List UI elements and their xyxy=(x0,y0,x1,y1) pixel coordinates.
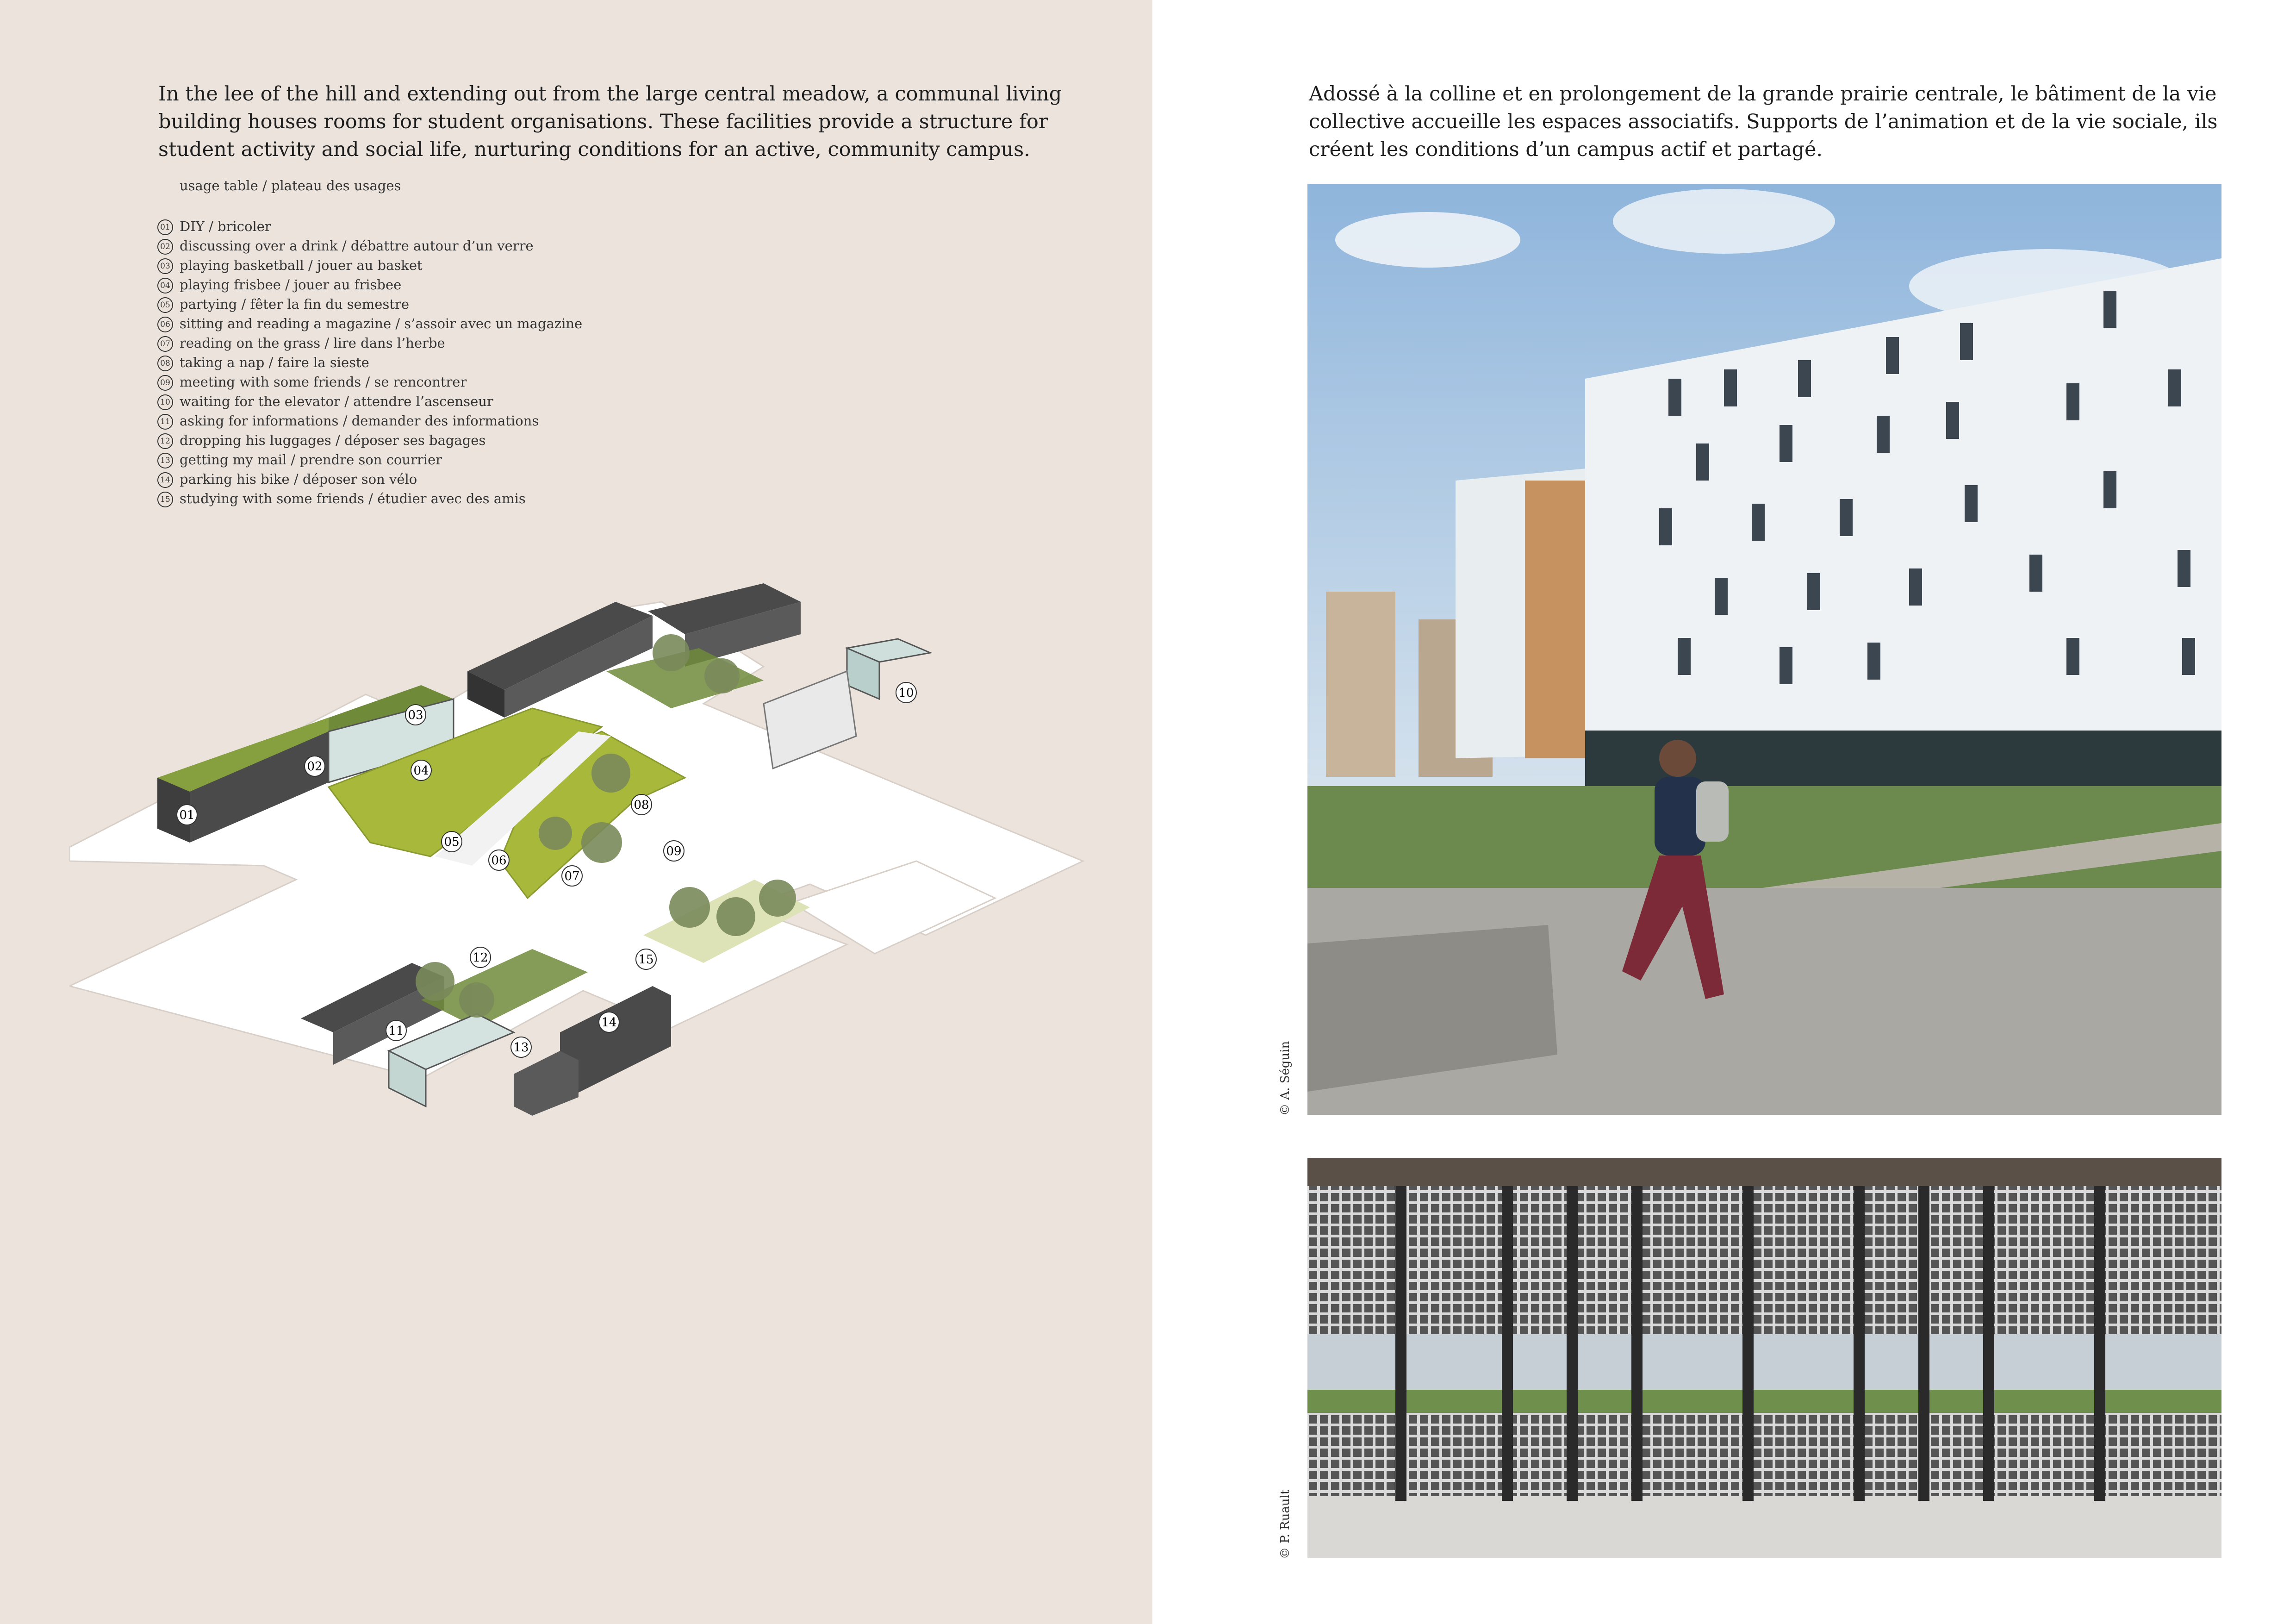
usage-label: reading on the grass / lire dans l’herbe xyxy=(180,335,445,351)
usage-label: playing basketball / jouer au basket xyxy=(180,257,423,273)
outside-lawn xyxy=(1307,1390,2221,1413)
intro-text-fr: Adossé à la colline et en prolongement de la grande prairie centrale, le bâtiment de la vie collective accueille les espaces associatifs. Supports de l’animation et de la vie sociale, ils créent les conditions d’un campus actif et partagé. xyxy=(1309,82,2218,161)
usage-number: 14 xyxy=(157,472,173,488)
usage-number: 11 xyxy=(157,414,173,430)
usage-number: 05 xyxy=(157,297,173,313)
panel-band-top xyxy=(1307,1186,2221,1334)
usage-item xyxy=(157,217,582,236)
marker-14 xyxy=(599,1012,619,1032)
panel-band-bottom xyxy=(1307,1413,2221,1496)
marker-label: 08 xyxy=(634,798,649,812)
usage-item xyxy=(157,256,582,275)
marker-label: 02 xyxy=(307,760,323,774)
usage-item xyxy=(157,333,582,353)
usage-label: asking for informations / demander des informations xyxy=(180,413,539,429)
usage-item xyxy=(157,411,582,431)
marker-11 xyxy=(386,1020,406,1041)
marker-label: 11 xyxy=(388,1024,404,1038)
marker-label: 15 xyxy=(638,953,654,967)
colonnade-block xyxy=(764,671,856,768)
diagram-caption: usage table / plateau des usages xyxy=(180,178,401,194)
marker-06 xyxy=(489,850,509,870)
usage-number: 03 xyxy=(157,258,173,274)
photo-credit-2: © P. Ruault xyxy=(1278,1489,1292,1559)
usage-number: 04 xyxy=(157,278,173,294)
photo-residence-facade xyxy=(1307,184,2221,1115)
marker-label: 05 xyxy=(444,835,460,849)
usage-number: 07 xyxy=(157,336,173,352)
usage-number: 01 xyxy=(157,219,173,235)
marker-label: 01 xyxy=(179,808,195,822)
usage-item xyxy=(157,294,582,314)
usage-number: 09 xyxy=(157,375,173,391)
usage-label: getting my mail / prendre son courrier xyxy=(180,452,442,468)
tree xyxy=(716,897,755,936)
marker-03 xyxy=(405,705,426,725)
marker-label: 12 xyxy=(473,951,488,965)
usage-item xyxy=(157,431,582,450)
usage-number: 02 xyxy=(157,239,173,255)
marker-15 xyxy=(636,949,656,969)
usage-item xyxy=(157,275,582,294)
marker-label: 03 xyxy=(408,708,423,722)
marker-02 xyxy=(305,756,325,776)
usage-item xyxy=(157,353,582,372)
marker-07 xyxy=(562,866,582,886)
usage-label: DIY / bricoler xyxy=(180,219,271,234)
lawn xyxy=(1307,786,2221,888)
usage-item xyxy=(157,392,582,411)
marker-09 xyxy=(664,841,684,861)
mail-block-13 xyxy=(514,1051,579,1116)
cloud xyxy=(1613,189,1835,254)
usage-number: 13 xyxy=(157,453,173,468)
usage-label: dropping his luggages / déposer ses bagages xyxy=(180,432,486,448)
usage-legend xyxy=(157,217,582,508)
marker-label: 13 xyxy=(513,1041,529,1055)
marker-13 xyxy=(511,1037,531,1057)
tree xyxy=(581,822,622,863)
marker-05 xyxy=(442,831,462,852)
marker-12 xyxy=(470,947,491,968)
marker-label: 09 xyxy=(666,844,682,858)
usage-label: partying / fêter la fin du semestre xyxy=(180,296,410,312)
usage-label: playing frisbee / jouer au frisbee xyxy=(180,277,402,293)
usage-number: 15 xyxy=(157,492,173,507)
marker-label: 06 xyxy=(491,854,507,868)
usage-label: taking a nap / faire la sieste xyxy=(180,355,369,370)
marker-label: 07 xyxy=(564,869,580,883)
usage-number: 10 xyxy=(157,394,173,410)
usage-number: 08 xyxy=(157,356,173,371)
photo-interior-glazing xyxy=(1307,1158,2221,1558)
photo-credit-1: © A. Séguin xyxy=(1278,1041,1292,1116)
tree xyxy=(653,634,690,671)
marker-label: 04 xyxy=(413,764,429,778)
usage-label: discussing over a drink / débattre autour d’un verre xyxy=(180,238,534,254)
floor xyxy=(1307,1496,2221,1558)
marker-label: 10 xyxy=(898,686,914,700)
cloud xyxy=(1335,212,1520,268)
usage-item xyxy=(157,314,582,333)
intro-text-en: In the lee of the hill and extending out from the large central meadow, a communal living building houses rooms for student organisations. These facilities provide a structure for student activity and social life, nurturing conditions for an active, community campus. xyxy=(158,82,1062,161)
tree xyxy=(459,982,494,1018)
marker-label: 14 xyxy=(601,1016,617,1030)
tree xyxy=(759,880,796,917)
ceiling xyxy=(1307,1158,2221,1186)
usage-label: parking his bike / déposer son vélo xyxy=(180,471,417,487)
usage-item xyxy=(157,372,582,392)
marker-08 xyxy=(631,794,652,815)
usage-item xyxy=(157,450,582,469)
usage-item xyxy=(157,489,582,508)
tree xyxy=(669,887,710,928)
usage-label: studying with some friends / étudier avec des amis xyxy=(180,491,526,506)
marker-01 xyxy=(177,805,197,825)
usage-item xyxy=(157,236,582,256)
tree xyxy=(704,658,740,693)
background-building xyxy=(1326,592,1395,777)
marker-10 xyxy=(896,682,916,703)
axonometric-diagram xyxy=(69,583,1088,1120)
usage-number: 12 xyxy=(157,433,173,449)
marker-04 xyxy=(411,760,431,781)
tree xyxy=(539,817,572,850)
tree xyxy=(416,962,454,1001)
usage-number: 06 xyxy=(157,317,173,332)
balcony-stack xyxy=(1525,481,1590,758)
photo-interior-illustration xyxy=(1307,1158,2221,1558)
usage-label: waiting for the elevator / attendre l’ascenseur xyxy=(180,394,493,409)
photo-residence-illustration xyxy=(1307,184,2221,1115)
tree xyxy=(591,754,630,793)
usage-label: meeting with some friends / se rencontrer xyxy=(180,374,467,390)
usage-item xyxy=(157,469,582,489)
usage-label: sitting and reading a magazine / s’assoir avec un magazine xyxy=(180,316,583,331)
